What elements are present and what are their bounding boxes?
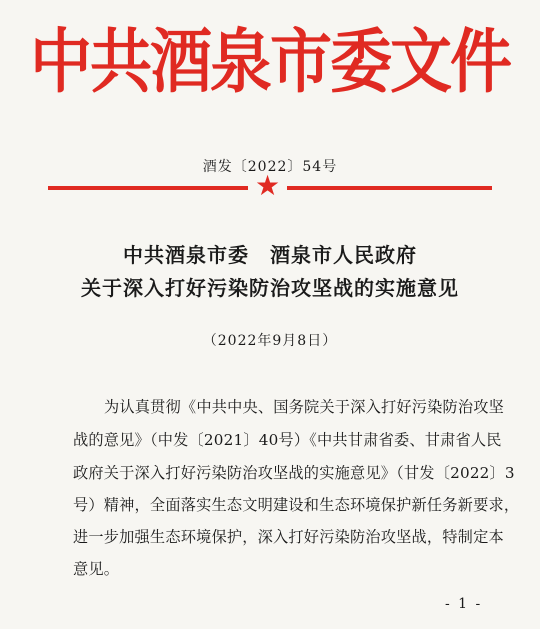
page-number: - 1 - [445,596,483,612]
body-line: 意见。 [73,560,120,578]
document-number: 酒发〔2022〕54号 [202,159,338,175]
red-star-icon: ★ [255,169,281,202]
issue-date: （2022年9月8日） [202,333,338,349]
masthead-title: 中共酒泉市委文件 [29,20,510,103]
title-line-2: 关于深入打好污染防治攻坚战的实施意见 [81,276,459,300]
red-divider-right [287,186,492,190]
body-line: 进一步加强生态环境保护，深入打好污染防治攻坚战，特制定本 [73,528,504,546]
title-line-1: 中共酒泉市委 酒泉市人民政府 [123,243,417,267]
body-line: 战的意见》（中发〔2021〕40号）《中共甘肃省委、甘肃省人民 [73,431,502,449]
body-line: 政府关于深入打好污染防治攻坚战的实施意见》（甘发〔2022〕3 [73,464,515,482]
body-line: 号）精神，全面落实生态文明建设和生态环境保护新任务新要求， [73,496,520,514]
red-divider-left [48,186,248,190]
body-line: 为认真贯彻《中共中央、国务院关于深入打好污染防治攻坚 [104,398,505,416]
